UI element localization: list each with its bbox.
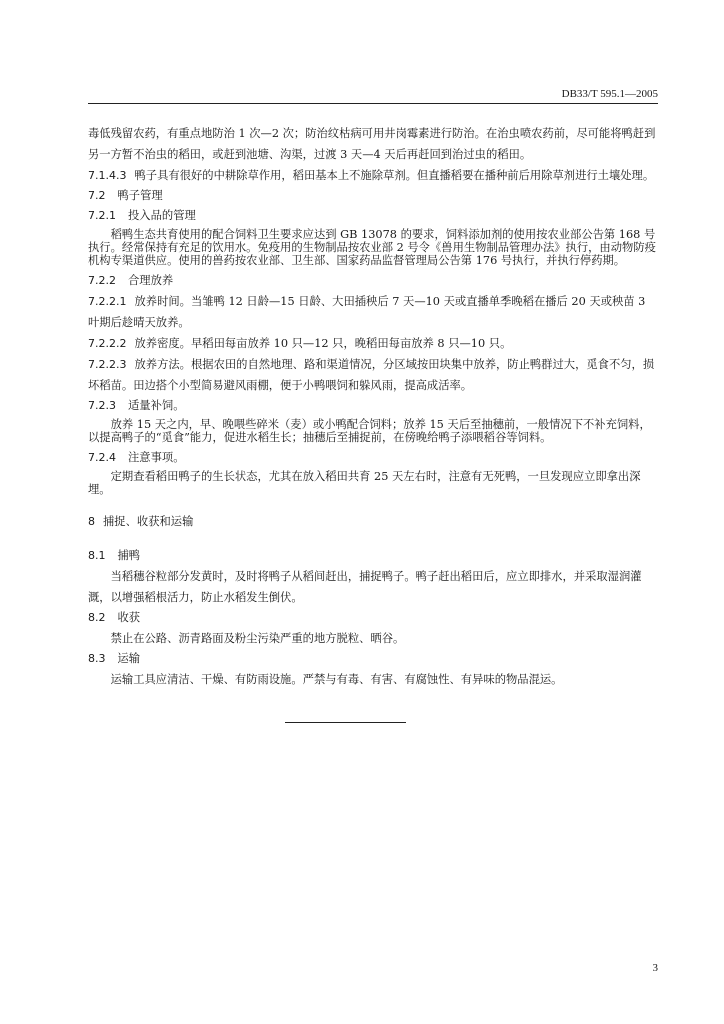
heading-7-2-1 [88,206,658,226]
heading-7-2 [88,186,658,206]
clause-7-1-4-3 [88,165,658,186]
standard-number: DB33/T 595.1—2005 [561,88,658,100]
paragraph-harvest: 禁止在公路、沥青路面及粉尘污染严重的地方脱粒、晒谷。 [110,632,405,645]
heading-title: 投入品的管理 [128,209,196,222]
heading-number: 7.2.2 [88,274,116,287]
heading-7-2-4 [88,448,658,468]
paragraph-pesticide-continued: 毒低残留农药，有重点地防治 1 次—2 次；防治纹枯病可用井岗霉素进行防治。在治虫喷农药前，尽可能将鸭赶到另一方暂不治虫的稻田，或赶到池塘、沟渠，过渡 3 天—4 天后再赶回到治过虫的稻田。 [88,127,656,161]
paragraph-precautions: 定期查看稻田鸭子的生长状态，尤其在放入稻田共育 25 天左右时，注意有无死鸭，一旦发现应立即拿出深埋。 [88,470,641,496]
clause-7-2-2-3 [88,354,658,396]
clause-number: 7.2.2.2 [88,337,127,350]
heading-number: 7.2.3 [88,399,116,412]
page-number: 3 [652,962,658,974]
paragraph-inputs: 稻鸭生态共育使用的配合饲料卫生要求应达到 GB 13078 的要求，饲料添加剂的使用按农业部公告第 168 号执行。经常保持有充足的饮用水。免疫用的生物制品按农业部 2 号令《兽用生物制品管理办法》执行，由动物防疫机构专渠道供应。使用的兽药按农业部、卫生部、国家药品监督管理局公告第 176 号执行，并执行停药期。 [88,228,656,267]
clause-text: 鸭子具有很好的中耕除草作用，稻田基本上不施除草剂。但直播稻要在播种前后用除草剂进行土壤处理。 [134,169,655,182]
clause-text: 放养密度。早稻田每亩放养 10 只—12 只，晚稻田每亩放养 8 只—10 只。 [134,337,512,350]
clause-text: 放养方法。根据农田的自然地理、路和渠道情况，分区域按田块集中放养，防止鸭群过大，觅食不匀，损坏稻苗。田边搭个小型简易避风雨棚，便于小鸭喂饲和躲风雨，提高成活率。 [88,358,655,392]
clause-number: 7.1.4.3 [88,169,127,182]
heading-number: 7.2.1 [88,209,116,222]
heading-title: 注意事项。 [128,451,185,464]
heading-number: 8.3 [88,652,106,665]
heading-number: 7.2.4 [88,451,116,464]
heading-number: 8.2 [88,611,106,624]
heading-title: 鸭子管理 [117,189,163,202]
heading-title: 捕鸭 [117,549,141,562]
heading-8-1 [88,546,658,566]
clause-number: 7.2.2.1 [88,295,127,308]
document-body [88,123,658,690]
end-rule [285,722,406,723]
heading-7-2-2 [88,271,658,291]
heading-title: 捕捉、收获和运输 [103,515,194,528]
paragraph-feeding: 放养 15 天之内，早、晚喂些碎米（麦）或小鸭配合饲料；放养 15 天后至抽穗前，一般情况下不补充饲料，以提高鸭子的“觅食”能力，促进水稻生长；抽穗后至捕捉前，在傍晚给鸭子添喂稻谷等饲料。 [88,418,651,444]
clause-7-2-2-1 [88,291,658,333]
header-rule [88,103,658,104]
clause-number: 7.2.2.3 [88,358,127,371]
heading-8-3 [88,649,658,669]
heading-title: 合理放养 [128,274,174,287]
heading-title: 适量补饲。 [128,399,185,412]
heading-title: 运输 [117,652,141,665]
clause-text: 放养时间。当雏鸭 12 日龄—15 日龄、大田插秧后 7 天—10 天或直播单季晚稻在播后 20 天或秧苗 3 叶期后趁晴天放养。 [88,295,646,329]
heading-number: 8.1 [88,549,106,562]
heading-8-2 [88,608,658,628]
paragraph-catching: 当稻穗谷粒部分发黄时，及时将鸭子从稻间赶出，捕捉鸭子。鸭子赶出稻田后，应立即排水，并采取湿润灌溉，以增强稻根活力，防止水稻发生倒伏。 [88,570,642,604]
heading-title: 收获 [117,611,141,624]
heading-number: 8 [88,515,95,528]
heading-7-2-3 [88,396,658,416]
clause-7-2-2-2 [88,333,658,354]
paragraph-transport: 运输工具应清洁、干燥、有防雨设施。严禁与有毒、有害、有腐蚀性、有异味的物品混运。 [110,673,563,686]
heading-number: 7.2 [88,189,106,202]
heading-8 [88,512,658,532]
